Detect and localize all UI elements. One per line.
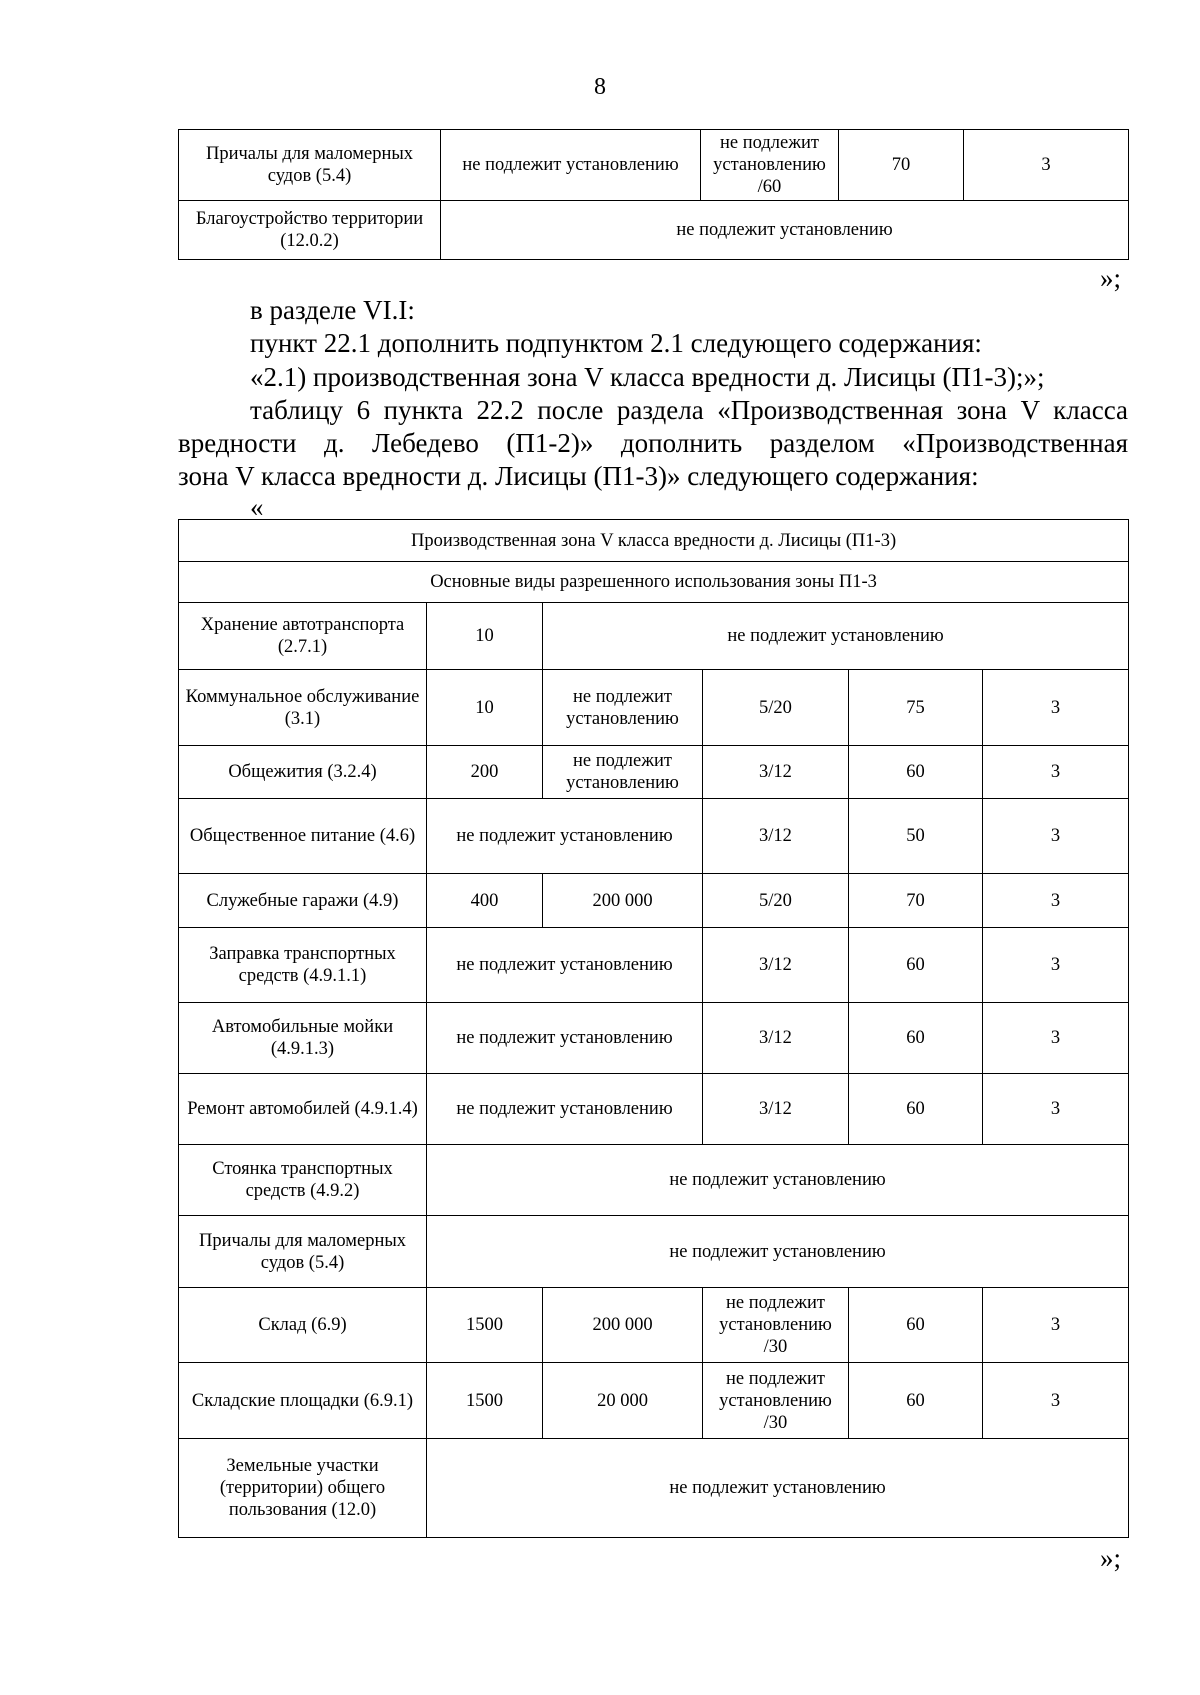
value-cell: 60 bbox=[849, 1288, 983, 1363]
use-type-cell: Склад (6.9) bbox=[179, 1288, 427, 1363]
value-cell: не подлежит установлению /60 bbox=[701, 130, 839, 201]
value-cell: 3 bbox=[983, 874, 1129, 928]
table-row bbox=[179, 746, 1129, 799]
zone-table bbox=[178, 519, 1129, 1538]
text-line: «2.1) производственная зона V класса вредности д. Лисицы (П1-3);»; bbox=[250, 362, 1045, 392]
use-type-cell: Общественное питание (4.6) bbox=[179, 799, 427, 874]
use-type-cell: Складские площадки (6.9.1) bbox=[179, 1363, 427, 1439]
value-cell: 3/12 bbox=[703, 1074, 849, 1145]
value-cell: 5/20 bbox=[703, 874, 849, 928]
table-row bbox=[179, 1439, 1129, 1538]
value-cell: 70 bbox=[839, 130, 964, 201]
text-line: таблицу 6 пункта 22.2 после раздела «Производственная зона V класса bbox=[250, 395, 1128, 425]
text-line: вредности д. Лебедево (П1-2)» дополнить разделом «Производственная bbox=[178, 428, 1128, 458]
table-row bbox=[179, 1074, 1129, 1145]
value-cell: 3/12 bbox=[703, 928, 849, 1003]
table-row bbox=[179, 1363, 1129, 1439]
value-cell: 60 bbox=[849, 1003, 983, 1074]
value-cell: 10 bbox=[427, 670, 543, 746]
value-cell: 3/12 bbox=[703, 799, 849, 874]
table-title: Производственная зона V класса вредности д. Лисицы (П1-3) bbox=[179, 520, 1129, 562]
value-cell: 200 000 bbox=[543, 1288, 703, 1363]
value-cell: не подлежит установлению /30 bbox=[703, 1288, 849, 1363]
value-cell: 1500 bbox=[427, 1288, 543, 1363]
value-cell: не подлежит установлению bbox=[543, 746, 703, 799]
table-row bbox=[179, 1216, 1129, 1288]
table-row bbox=[179, 874, 1129, 928]
value-cell: 1500 bbox=[427, 1363, 543, 1439]
value-cell: 60 bbox=[849, 746, 983, 799]
use-type-cell: Хранение автотранспорта (2.7.1) bbox=[179, 603, 427, 670]
value-cell: 60 bbox=[849, 1074, 983, 1145]
merged-value-cell: не подлежит установлению bbox=[427, 1439, 1129, 1538]
value-cell: 200 bbox=[427, 746, 543, 799]
value-cell: не подлежит установлению bbox=[441, 130, 701, 201]
value-cell: 3 bbox=[983, 746, 1129, 799]
value-cell: 3 bbox=[983, 799, 1129, 874]
value-cell: 3/12 bbox=[703, 1003, 849, 1074]
use-type-cell: Автомобильные мойки (4.9.1.3) bbox=[179, 1003, 427, 1074]
closing-quote: »; bbox=[1100, 1543, 1122, 1573]
use-type-cell: Общежития (3.2.4) bbox=[179, 746, 427, 799]
value-cell: 75 bbox=[849, 670, 983, 746]
use-type-cell: Причалы для маломерных судов (5.4) bbox=[179, 130, 441, 201]
value-cell: 3 bbox=[964, 130, 1129, 201]
value-cell: 20 000 bbox=[543, 1363, 703, 1439]
use-type-cell: Служебные гаражи (4.9) bbox=[179, 874, 427, 928]
merged-value-cell: не подлежит установлению bbox=[427, 1145, 1129, 1216]
continued-table bbox=[178, 129, 1129, 260]
merged-value-cell: не подлежит установлению bbox=[427, 1216, 1129, 1288]
value-cell: 3 bbox=[983, 670, 1129, 746]
use-type-cell: Заправка транспортных средств (4.9.1.1) bbox=[179, 928, 427, 1003]
table-subtitle: Основные виды разрешенного использования зоны П1-3 bbox=[179, 562, 1129, 603]
value-cell: 3 bbox=[983, 1003, 1129, 1074]
value-cell: 10 bbox=[427, 603, 543, 670]
merged-value-cell: не подлежит установлению bbox=[427, 799, 703, 874]
table-title-row bbox=[179, 520, 1129, 562]
value-cell: 60 bbox=[849, 928, 983, 1003]
value-cell: 400 bbox=[427, 874, 543, 928]
merged-value-cell: не подлежит установлению bbox=[427, 1003, 703, 1074]
value-cell: 50 bbox=[849, 799, 983, 874]
text-line: зона V класса вредности д. Лисицы (П1-3)» следующего содержания: bbox=[178, 461, 979, 491]
text-line: в разделе VI.I: bbox=[250, 295, 415, 325]
closing-quote: »; bbox=[1100, 263, 1122, 293]
use-type-cell: Ремонт автомобилей (4.9.1.4) bbox=[179, 1074, 427, 1145]
table-row bbox=[179, 201, 1129, 260]
text-line: пункт 22.1 дополнить подпунктом 2.1 следующего содержания: bbox=[250, 328, 982, 358]
value-cell: 3 bbox=[983, 1363, 1129, 1439]
use-type-cell: Коммунальное обслуживание (3.1) bbox=[179, 670, 427, 746]
table-subtitle-row bbox=[179, 562, 1129, 603]
value-cell: 3 bbox=[983, 928, 1129, 1003]
merged-value-cell: не подлежит установлению bbox=[543, 603, 1129, 670]
use-type-cell: Причалы для маломерных судов (5.4) bbox=[179, 1216, 427, 1288]
value-cell: не подлежит установлению /30 bbox=[703, 1363, 849, 1439]
page-number: 8 bbox=[594, 74, 606, 100]
merged-value-cell: не подлежит установлению bbox=[441, 201, 1129, 260]
table-row bbox=[179, 1288, 1129, 1363]
use-type-cell: Земельные участки (территории) общего пользования (12.0) bbox=[179, 1439, 427, 1538]
table-row bbox=[179, 928, 1129, 1003]
value-cell: не подлежит установлению bbox=[543, 670, 703, 746]
value-cell: 200 000 bbox=[543, 874, 703, 928]
use-type-cell: Благоустройство территории (12.0.2) bbox=[179, 201, 441, 260]
use-type-cell: Стоянка транспортных средств (4.9.2) bbox=[179, 1145, 427, 1216]
value-cell: 3/12 bbox=[703, 746, 849, 799]
value-cell: 70 bbox=[849, 874, 983, 928]
value-cell: 60 bbox=[849, 1363, 983, 1439]
opening-quote: « bbox=[250, 492, 264, 522]
value-cell: 3 bbox=[983, 1074, 1129, 1145]
value-cell: 3 bbox=[983, 1288, 1129, 1363]
merged-value-cell: не подлежит установлению bbox=[427, 928, 703, 1003]
table-row bbox=[179, 799, 1129, 874]
value-cell: 5/20 bbox=[703, 670, 849, 746]
table-row bbox=[179, 130, 1129, 201]
table-row bbox=[179, 670, 1129, 746]
table-row bbox=[179, 603, 1129, 670]
merged-value-cell: не подлежит установлению bbox=[427, 1074, 703, 1145]
table-row bbox=[179, 1003, 1129, 1074]
table-row bbox=[179, 1145, 1129, 1216]
